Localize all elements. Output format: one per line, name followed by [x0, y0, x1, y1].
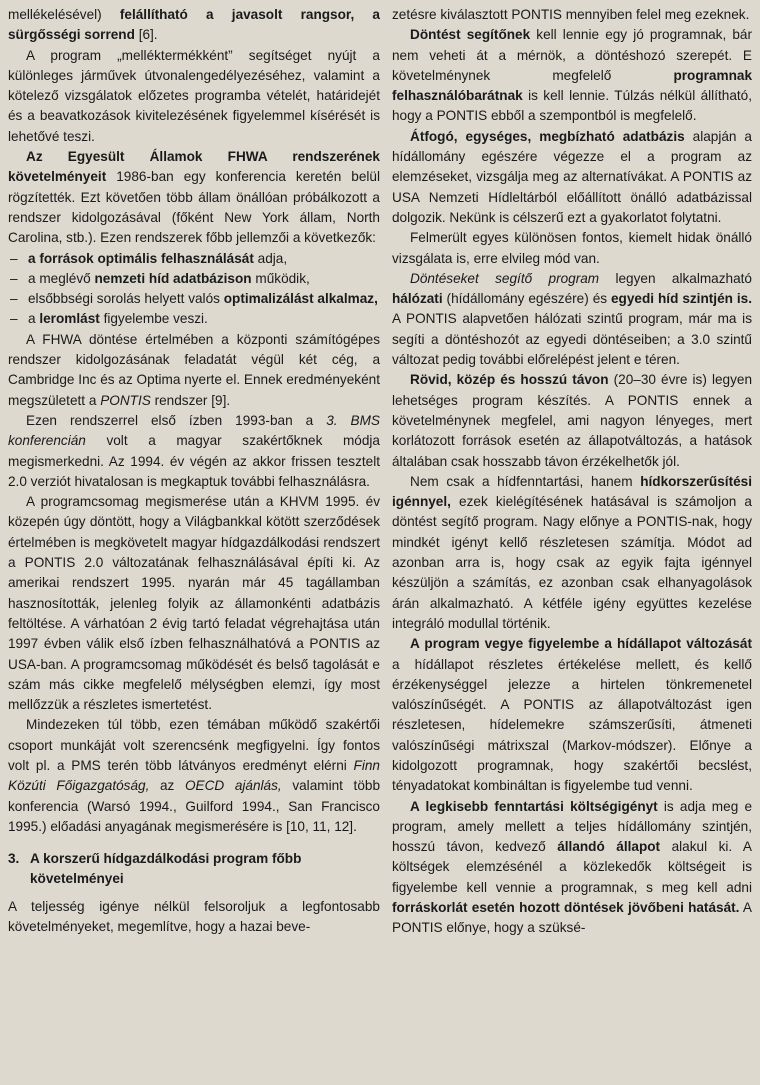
- paragraph-requirements-intro: A teljesség igénye nélkül felsoroljuk a legfontosabb követelményeket, megemlítve, hogy a hazai beve-: [8, 899, 380, 935]
- paragraph-modernization: Nem csak a hídfenntartási, hanem hídkorszerűsítési igénnyel, ezek kielégítésének hatásával is számoljon a döntést segítő program. Nagy előnye a PONTIS-nak, hogy mindkét igényt kellő részletesen számítja. Módot ad azonban arra is, hogy csak az egyik fajta igénnyel készüljön a számítás, ez azonban csak elhanyagolások árán alkalmazható. A kétféle igény együttes kezelése integráló modullal történik.: [392, 473, 752, 631]
- paragraph-special-bridges: Felmerült egyes különösen fontos, kiemelt hidak önálló vizsgálata is, erre elvileg mód van.: [392, 230, 752, 266]
- emphasis-fhwa: Az Egyesült Államok FHWA rendszerének követelményeit: [8, 149, 380, 185]
- emphasis-pontis: PONTIS: [100, 392, 151, 408]
- paragraph-byproduct: A program „melléktermékként” segítséget nyújt a különleges járművek útvonalengedélyezéséhez, valamint a kötelező vizsgálatok előzetes programba vételét, határidejét és a beavatkozások kivitelezésének figyelemmel kísérését is lehetővé teszi.: [8, 47, 380, 144]
- paragraph-min-cost: A legkisebb fenntartási költségigényt is adja meg e program, amely mellett a teljes hídállomány szintjén, hosszú távon, kedvező állandó állapot alakul ki. A költségek elemzésénél a közlekedők költségeit is figyelembe kell vennie a programnak, s meg kell adni forráskorlát esetén hozott döntések jövőbeni hatását. A PONTIS előnye, hogy a szüksé-: [392, 798, 752, 936]
- paragraph-database: Átfogó, egységes, megbízható adatbázis alapján a hídállomány egészére végezze el a program az elemzéseket, vizsgálja meg az alternatívákat. A PONTIS az USA Nemzeti Hídleltárból előállított önálló adatbázissal dolgozik. Nekünk is célszerű ezt a gyakorlatot folytatni.: [392, 128, 752, 225]
- paragraph-bms-conference: Ezen rendszerrel első ízben 1993-ban a 3. BMS konferencián volt a magyar szakértőknek módja megismerkedni. Az 1994. év végén az akkor frissen tesztelt 2.0 verziót hivatalosan is megkaptuk további felhasználásra.: [8, 412, 380, 489]
- paragraph-ranking: [8, 5, 380, 46]
- text-run: [6].: [134, 27, 158, 43]
- emphasis-conference: 3. BMS konferencián: [8, 412, 380, 449]
- paragraph-khvm: A programcsomag megismerése után a KHVM 1995. év közepén úgy döntött, hogy a Világbankkal kötött szerződések értelmében is megkövetelt magyar hídgazdálkodási rendszert a PONTIS 2.0 változatának felhasználásával építi ki. Az amerikai rendszert 1995. nyarán már 45 tagállamban hasznosították, jelenleg folyik az államonkénti adatbázis feltöltése. A várhatóan 2 évig tartó feladat végrehajtása után 1997 évben válik első ízben felhasználhatóvá a PONTIS az USA-ban. A programcsomag működését és belső tagolását e szám más cikke megfelelő mélységben elemzi, így most mellőzzük a részletes ismertetést.: [8, 494, 380, 713]
- left-column: [8, 5, 380, 938]
- paragraph-decision-support: Döntést segítőnek kell lennie egy jó programnak, bár nem veheti át a mérnök, a döntéshozó szerepét. E követelménynek megfelelő programnak felhasználóbarátnak is kell lennie. Túlzás nélkül állítható, hogy a PONTIS ebből a szempontból is megfelelő.: [392, 27, 752, 124]
- paragraph-continuation: zetésre kiválasztott PONTIS mennyiben felel meg ezeknek.: [392, 7, 750, 22]
- text-run: 1986-ban egy konferencia keretén belül rögzítették. Ezt követően több állam önállóan próbálkozott a rendszer kidolgozásával (főként New York állam, North Carolina, stb.). Ezen rendszerek főbb jellemzői a következők:: [8, 169, 380, 246]
- paragraph-condition-change: A program vegye figyelembe a hídállapot változását a hídállapot részletes értékelése mellett, és kellő érzékenységgel jelezze a hirtelen tönkremenetel valószínűségét. A PONTIS az állapotváltozást igen részletesen, hídelemekre számszerűsíti, átmeneti valószínűségi mátrixszal (Markov-módszer). Előnye a kidolgozott programnak, hogy szakértői becslést, tényadatokat kombináltan is figyelembe tud venni.: [392, 636, 752, 794]
- right-column: [392, 5, 752, 939]
- section-number: 3.: [8, 851, 20, 867]
- list-item: – elsőbbségi sorolás helyett valós optimalizálást alkalmaz,: [8, 289, 380, 309]
- text-run: mellékelésével): [8, 7, 120, 22]
- emphasis-ranking: felállítható a javasolt rangsor, a sürgősségi sorrend: [8, 7, 380, 43]
- section-heading: [8, 849, 380, 889]
- paragraph-network-level: Döntéseket segítő program legyen alkalmazható hálózati (hídállomány egészére) és egyedi híd szintjén is. A PONTIS alapvetően hálózati szintű program, már ma is segíti a döntéshozót az egyedi döntéseiben; a 3.0 szintű változat pedig további előrelépést jelent e téren.: [392, 270, 752, 368]
- list-item: – a források optimális felhasználását adja,: [8, 249, 380, 269]
- requirements-list: [8, 249, 380, 330]
- paragraph-time-horizon: Rövid, közép és hosszú távon (20–30 évre is) legyen lehetséges program készítés. A PONTIS ennek a követelménynek megfelel, ami nagyon lényeges, mert korlátozott források esetén az állapotváltozás, a hatások általában csak hosszabb távon érzékelhetők jól.: [392, 372, 752, 469]
- paragraph-experts: Mindezeken túl több, ezen témában működő szakértői csoport munkáját volt szerencsénk megfigyelni. Így fontos volt pl. a PMS terén több látványos eredményt elérni Finn Közúti Főigazgatóság, az OECD ajánlás, valamint több konferencia (Warsó 1994., Guilford 1994., San Francisco 1995.) előadási anyagának megismerésére is [10, 11, 12].: [8, 717, 381, 834]
- paragraph-fhwa: [8, 147, 380, 248]
- paragraph-pontis-origin: A FHWA döntése értelmében a központi számítógépes rendszer kidolgozásának feladatát végül két cég, a Cambridge Inc és az Optima nyerte el. Ennek eredményeként megszületett a PONTIS rendszer [9].: [8, 331, 380, 408]
- list-item: – a leromlást figyelembe veszi.: [8, 309, 380, 329]
- section-title: A korszerű hídgazdálkodási program főbb követelményei: [30, 851, 302, 887]
- list-item: – a meglévő nemzeti híd adatbázison működik,: [8, 269, 380, 289]
